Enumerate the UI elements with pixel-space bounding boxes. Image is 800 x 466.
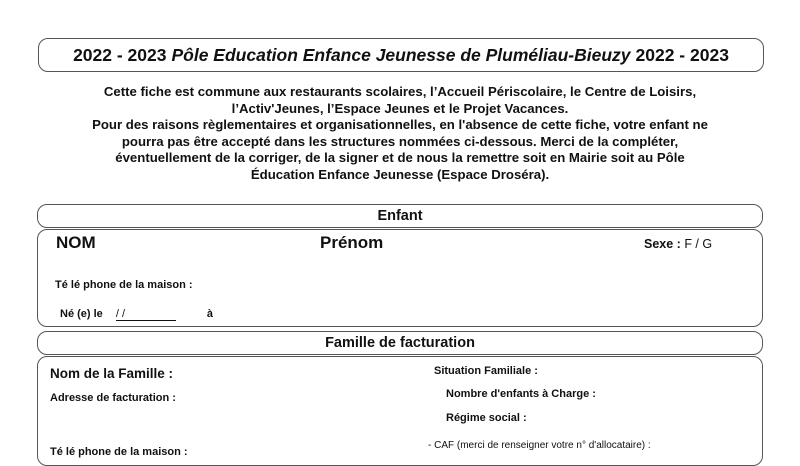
regime-label: Régime social : <box>446 412 527 424</box>
date-naissance-field <box>60 308 213 321</box>
intro-line: Cette fiche est commune aux restaurants scolaires, l’Accueil Périscolaire, le Centre de Loisirs, <box>103 84 697 99</box>
nom-famille-label: Nom de la Famille : <box>50 366 174 381</box>
enfant-header-label: Enfant <box>377 208 423 224</box>
caf-label: - CAF (merci de renseigner votre n° d'allocataire) : <box>428 440 651 451</box>
nombre-enfants-label: Nombre d'enfants à Charge : <box>446 388 596 400</box>
intro-line: l’Activ'Jeunes, l’Espace Jeunes et le Projet Vacances. <box>231 100 569 116</box>
nom-label: NOM <box>56 233 96 252</box>
intro-line: Pour des raisons règlementaires et organisationnelles, en l'absence de cette fiche, votre enfant ne <box>92 117 708 132</box>
title-year-suffix: 2022 - 2023 <box>635 44 729 65</box>
date-blank: / / <box>116 308 176 321</box>
sexe-field <box>644 237 712 251</box>
lieu-label: à <box>206 308 214 320</box>
title-year-prefix: 2022 - 2023 <box>73 44 167 65</box>
famille-telephone-label: Té lé phone de la maison : <box>50 446 188 458</box>
sexe-value: F / G <box>684 237 713 251</box>
ne-le-label: Né (e) le <box>60 308 103 320</box>
famille-section-header <box>37 331 763 355</box>
enfant-section-header <box>37 204 763 228</box>
enfant-telephone-label: Té lé phone de la maison : <box>55 279 193 291</box>
intro-paragraph <box>40 84 760 183</box>
intro-line: pourra pas être accepté dans les structures nommées ci-dessous. Merci de la compléter, <box>121 133 679 149</box>
famille-header-label: Famille de facturation <box>325 335 475 351</box>
situation-label: Situation Familiale : <box>434 365 538 377</box>
intro-line: Éducation Enfance Jeunesse (Espace Droséra). <box>250 166 550 182</box>
sexe-label: Sexe : <box>644 237 681 251</box>
document-title <box>38 38 764 72</box>
intro-line: éventuellement de la corriger, de la signer et de nous la remettre soit en Mairie soit au Pôle <box>115 150 685 165</box>
prenom-label: Prénom <box>320 233 384 252</box>
title-main: Pôle Education Enfance Jeunesse de Pluméliau-Bieuzy <box>171 44 631 65</box>
adresse-label: Adresse de facturation : <box>50 392 176 404</box>
